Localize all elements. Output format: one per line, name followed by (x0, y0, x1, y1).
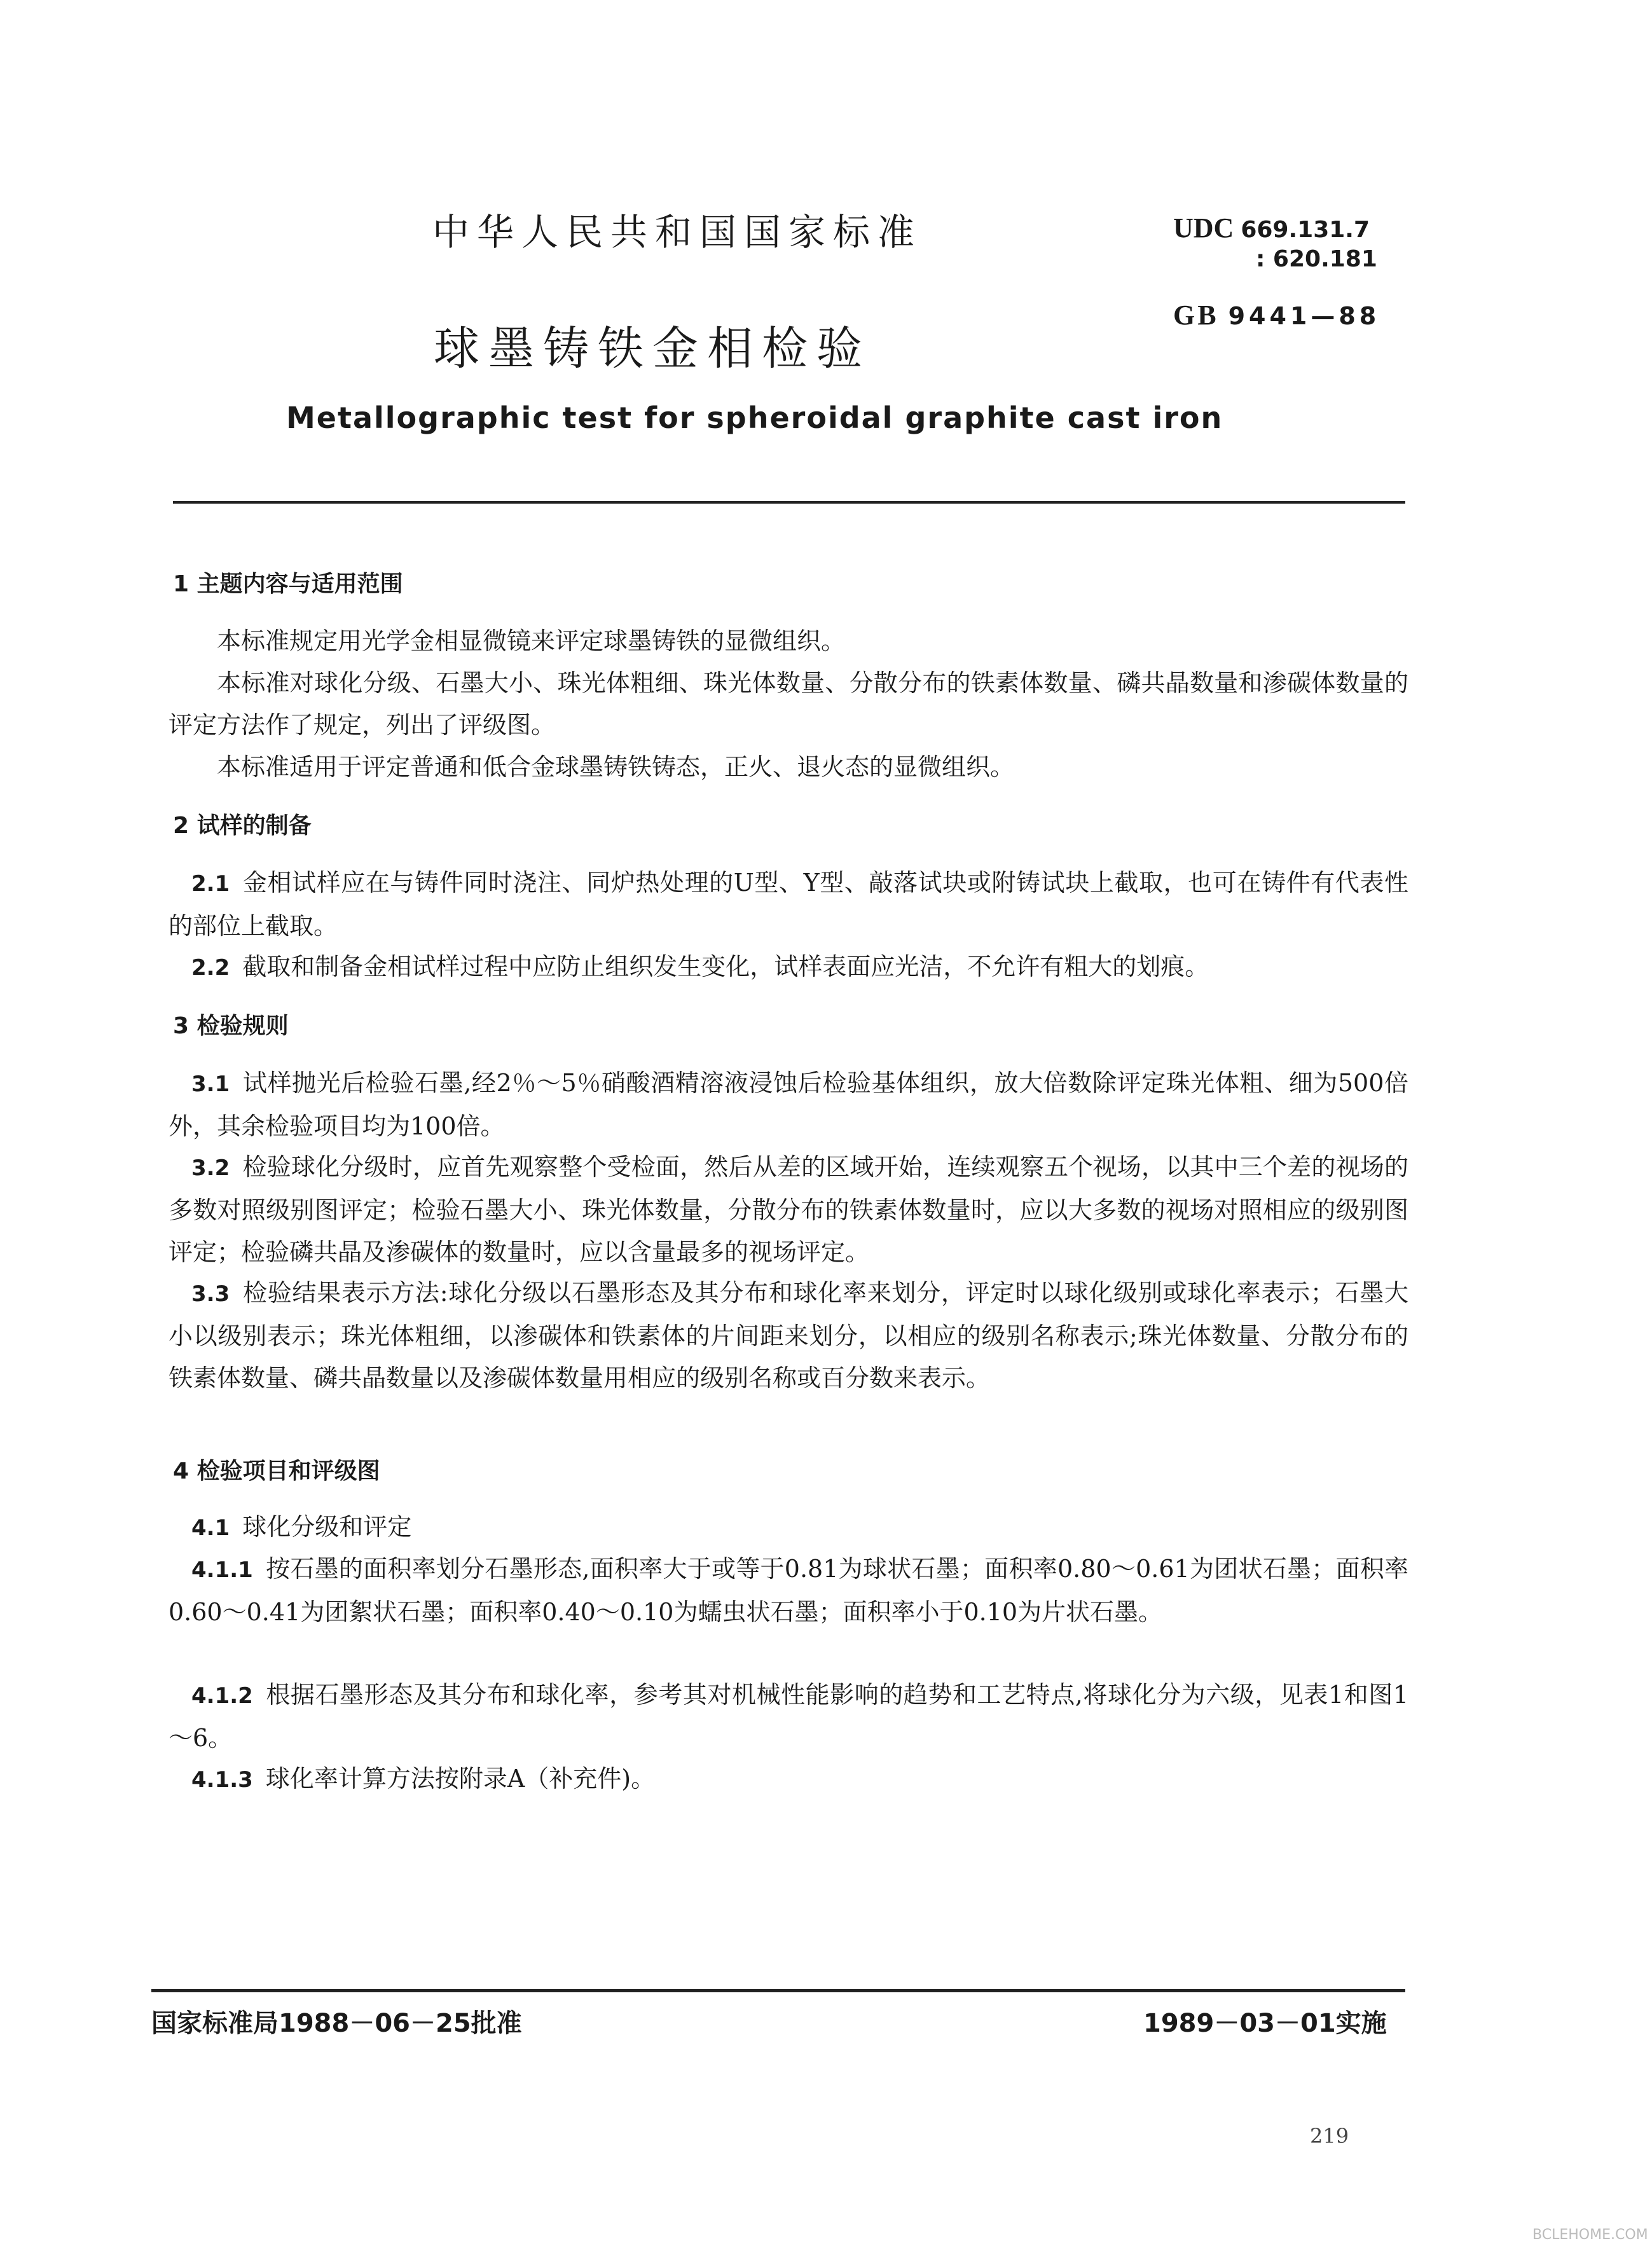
clause-3-1 (169, 1062, 1408, 1147)
watermark: BCLEHOME.COM (1532, 2227, 1648, 2243)
gb-code (1173, 299, 1380, 331)
clause-2-2 (169, 946, 1408, 989)
clause-3-3-number: 3.3 (191, 1281, 230, 1307)
header-rule (173, 501, 1405, 504)
section-1-heading: 1 主题内容与适用范围 (173, 571, 403, 597)
udc-code (1173, 214, 1377, 274)
clause-4-1-1-text: 按石墨的面积率划分石墨形态,面积率大于或等于0.81为球状石墨；面积率0.80～0.61为团状石墨；面积率0.60～0.41为团絮状石墨；面积率0.40～0.10为蠕虫状石墨；面积率小于0.10为片状石墨。 (169, 1555, 1408, 1626)
clause-4-1-text: 球化分级和评定 (242, 1513, 412, 1541)
section-4-heading: 4 检验项目和评级图 (173, 1458, 380, 1484)
udc-line-2: : 620.181 (1256, 246, 1377, 272)
clause-4-1-1 (169, 1548, 1408, 1633)
section-1-paragraph-3: 本标准适用于评定普通和低合金球墨铸铁铸态，正火、退火态的显微组织。 (217, 753, 1015, 781)
clause-3-3-text: 检验结果表示方法:球化分级以石墨形态及其分布和球化率来划分，评定时以球化级别或球化率表示；石墨大小以级别表示；珠光体粗细，以渗碳体和铁素体的片间距来划分，以相应的级别名称表示;珠光体数量、分散分布的铁素体数量、磷共晶数量以及渗碳体数量用相应的级别名称或百分数来表示。 (169, 1279, 1408, 1392)
gb-number: 9441—88 (1228, 302, 1380, 330)
clause-2-1-number: 2.1 (191, 871, 230, 897)
clause-3-2-text: 检验球化分级时，应首先观察整个受检面，然后从差的区域开始，连续观察五个视场，以其中三个差的视场的多数对照级别图评定；检验石墨大小、珠光体数量，分散分布的铁素体数量时，应以大多数的视场对照相应的级别图评定；检验磷共晶及渗碳体的数量时，应以含量最多的视场评定。 (169, 1153, 1408, 1266)
section-3-heading: 3 检验规则 (173, 1013, 289, 1039)
clause-4-1-2-number: 4.1.2 (191, 1683, 253, 1709)
gb-prefix: GB (1173, 300, 1219, 331)
clause-4-1 (169, 1506, 1408, 1549)
document-title: 球墨铸铁金相检验 (434, 322, 872, 375)
section-1-paragraph-1: 本标准规定用光学金相显微镜来评定球墨铸铁的显微组织。 (217, 627, 846, 655)
clause-3-1-number: 3.1 (191, 1071, 230, 1097)
clause-4-1-3 (169, 1758, 1408, 1801)
page-number: 219 (1310, 2124, 1349, 2148)
clause-4-1-3-number: 4.1.3 (191, 1767, 253, 1793)
clause-2-2-number: 2.2 (191, 955, 230, 981)
clause-4-1-number: 4.1 (191, 1515, 230, 1541)
standard-name: 中华人民共和国国家标准 (432, 210, 923, 254)
clause-4-1-3-text: 球化率计算方法按附录A（补充件)。 (265, 1765, 656, 1793)
document-title-english: Metallographic test for spheroidal graphite cast iron (286, 401, 1223, 435)
udc-line-1: 669.131.7 (1241, 217, 1370, 243)
clause-4-1-1-number: 4.1.1 (191, 1557, 253, 1583)
effective-date: 1989－03－01实施 (1143, 2009, 1387, 2038)
clause-3-3 (169, 1272, 1408, 1399)
clause-2-1-text: 金相试样应在与铸件同时浇注、同炉热处理的U型、Y型、敲落试块或附铸试块上截取，也可在铸件有代表性的部位上截取。 (169, 869, 1408, 940)
clause-2-1 (169, 862, 1408, 947)
approval-date: 国家标准局1988－06－25批准 (151, 2009, 522, 2038)
clause-4-1-2 (169, 1674, 1408, 1759)
section-1-paragraph-2: 本标准对球化分级、石墨大小、珠光体粗细、珠光体数量、分散分布的铁素体数量、磷共晶数量和渗碳体数量的评定方法作了规定，列出了评级图。 (169, 669, 1408, 739)
section-2-heading: 2 试样的制备 (173, 813, 312, 839)
clause-3-2-number: 3.2 (191, 1155, 230, 1181)
clause-4-1-2-text: 根据石墨形态及其分布和球化率，参考其对机械性能影响的趋势和工艺特点,将球化分为六级，见表1和图1～6。 (169, 1681, 1408, 1752)
udc-prefix: UDC (1173, 212, 1234, 244)
clause-3-2 (169, 1146, 1408, 1273)
clause-2-2-text: 截取和制备金相试样过程中应防止组织发生变化，试样表面应光洁，不允许有粗大的划痕。 (242, 953, 1209, 981)
footer-rule (151, 1989, 1405, 1992)
clause-3-1-text: 试样抛光后检验石墨,经2％～5％硝酸酒精溶液浸蚀后检验基体组织，放大倍数除评定珠光体粗、细为500倍外，其余检验项目均为100倍。 (169, 1069, 1408, 1140)
